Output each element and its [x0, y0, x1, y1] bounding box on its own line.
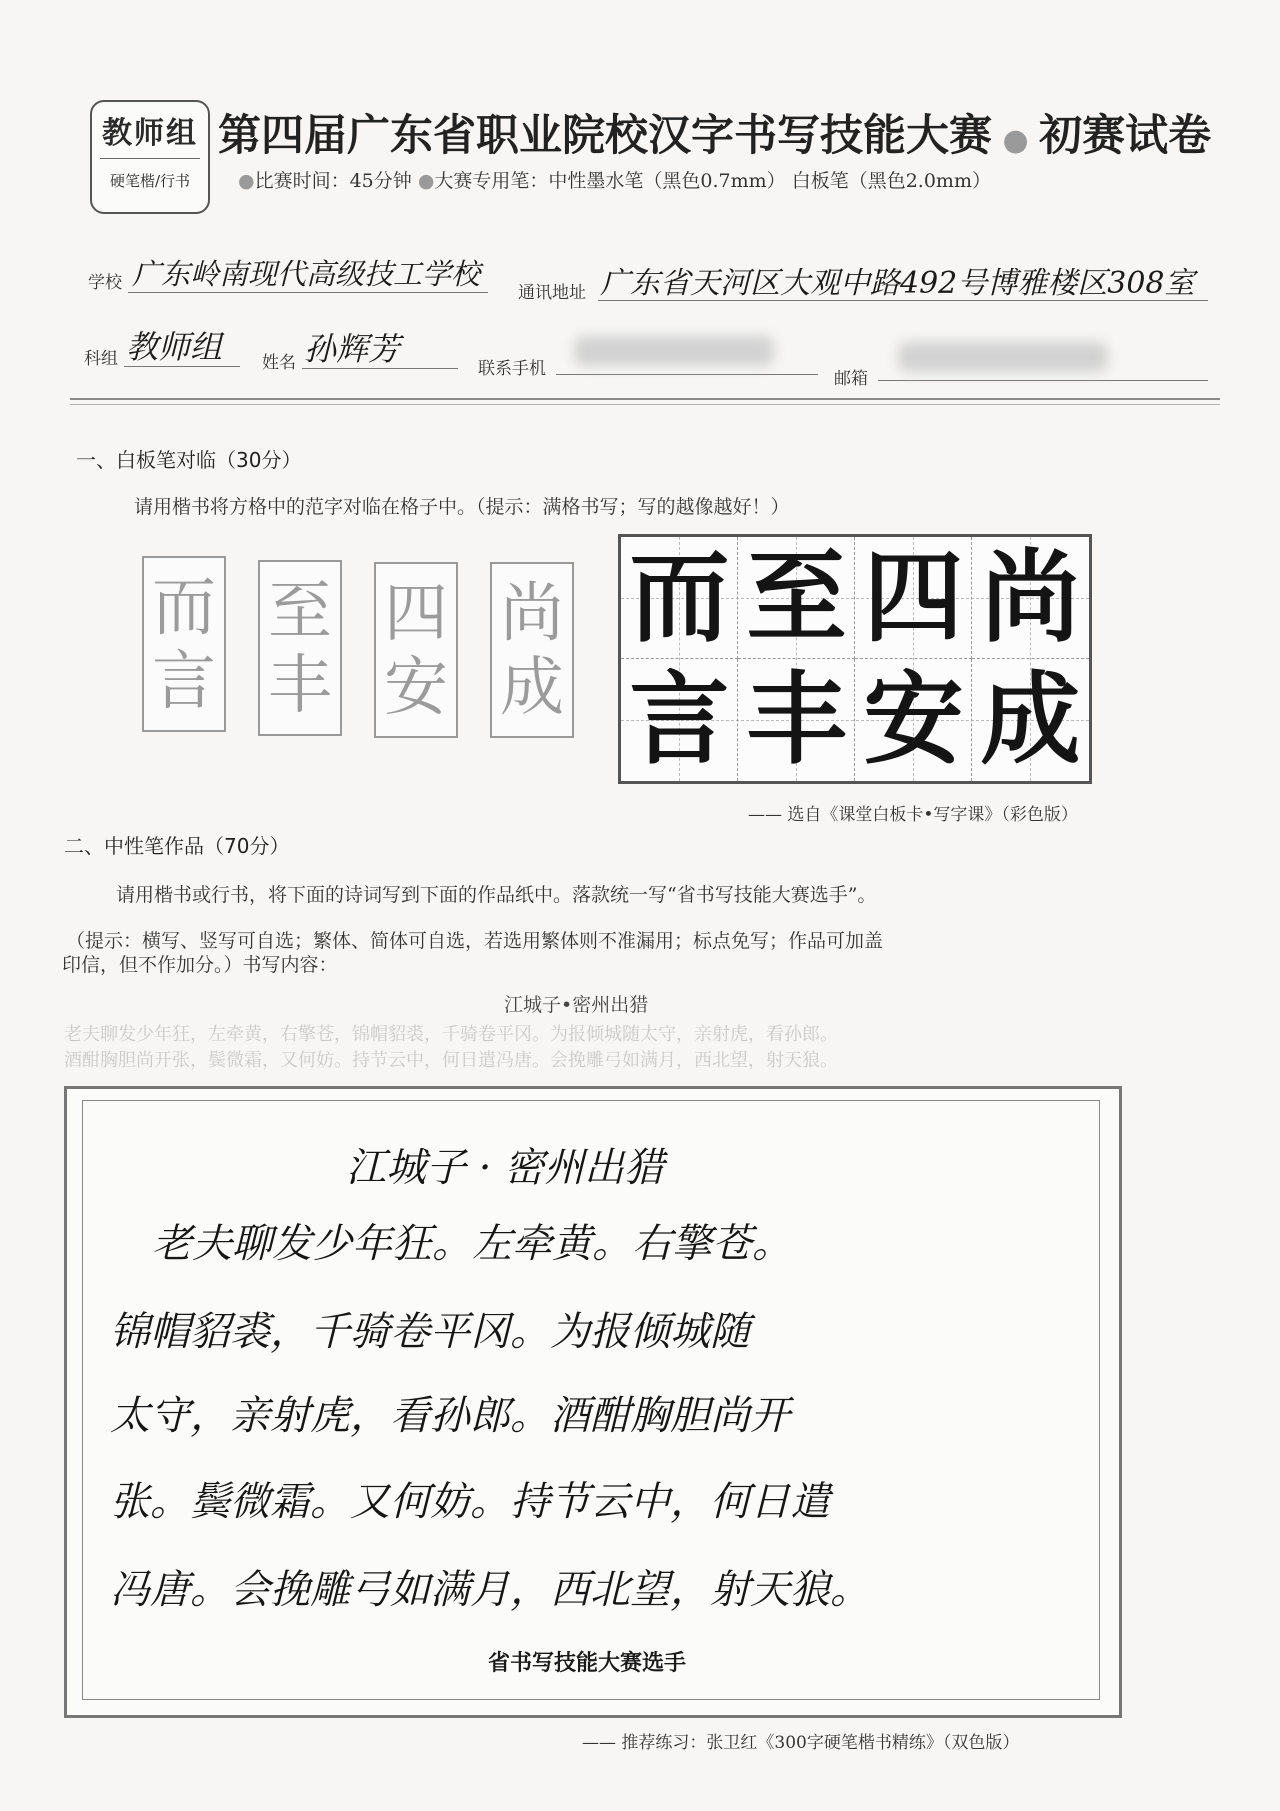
practice-box[interactable]: [142, 556, 226, 732]
practice-box[interactable]: [374, 562, 458, 738]
model-char: 言: [629, 661, 730, 778]
pen-info: 大赛专用笔：中性墨水笔（黑色0.7mm） 白板笔（黑色2.0mm）: [434, 170, 991, 192]
school-value: 广东岭南现代高级技工学校: [132, 257, 481, 291]
practice-box[interactable]: [490, 562, 574, 738]
poem-reference-2: 酒酣胸胆尚开张，鬓微霜，又何妨。持节云中，何日遣冯唐。会挽雕弓如满月，西北望，射天狼。: [64, 1050, 838, 1071]
email-redacted: [898, 342, 1108, 372]
group-badge-title: 教师组: [102, 116, 198, 151]
model-grid: [618, 534, 1092, 784]
phone-label: 联系手机: [478, 359, 546, 379]
section2-instruction-3: 印信，但不作加分。）书写内容：: [62, 954, 338, 976]
poem-reference-1: 老夫聊发少年狂，左牵黄，右擎苍，锦帽貂裘，千骑卷平冈。为报倾城随太守，亲射虎，看孙郎。: [64, 1024, 838, 1045]
model-char: 而: [629, 539, 730, 656]
work-line: 老夫聊发少年狂。左牵黄。右擎苍。: [152, 1221, 792, 1267]
practice-box[interactable]: [258, 560, 342, 736]
address-field[interactable]: [598, 256, 1208, 301]
work-title: 江城子 · 密州出猎: [346, 1145, 665, 1191]
email-label: 邮箱: [834, 369, 868, 389]
address-label: 通讯地址: [518, 283, 586, 303]
group-value: 教师组: [126, 328, 223, 366]
school-label: 学校: [88, 273, 122, 293]
section2-instruction-1: 请用楷书或行书，将下面的诗词写到下面的作品纸中。落款统一写“省书写技能大赛选手”。: [116, 884, 877, 906]
phone-field[interactable]: [556, 330, 818, 375]
practice-char: 丰: [268, 649, 332, 723]
page-title: [218, 102, 1211, 163]
email-field[interactable]: [878, 336, 1208, 381]
section2-instruction-2: （提示：横写、竖写可自选；繁体、简体可自选，若选用繁体则不准漏用；标点免写；作品可加盖: [66, 930, 884, 952]
practice-char: 四: [384, 577, 448, 651]
group-label: 科组: [84, 349, 118, 369]
name-field[interactable]: [302, 324, 458, 369]
practice-char: 言: [152, 645, 216, 719]
group-badge: [90, 100, 210, 214]
practice-char: 尚: [500, 577, 564, 651]
practice-char: 成: [500, 651, 564, 725]
section2-credit: —— 推荐练习：张卫红《300字硬笔楷书精练》（双色版）: [582, 1733, 1020, 1753]
time-info: 比赛时间：45分钟: [254, 170, 412, 192]
practice-char: 安: [384, 651, 448, 725]
divider: [70, 398, 1220, 400]
model-char: 尚: [980, 539, 1081, 656]
model-char: 安: [863, 661, 964, 778]
phone-redacted: [574, 336, 774, 366]
practice-char: 至: [268, 575, 332, 649]
work-line: 冯唐。会挽雕弓如满月，西北望，射天狼。: [110, 1567, 870, 1613]
model-char: 成: [980, 661, 1081, 778]
name-label: 姓名: [262, 353, 296, 373]
name-value: 孙辉芳: [304, 330, 401, 368]
title-end: 初赛试卷: [1039, 111, 1212, 161]
signature: 省书写技能大赛选手: [488, 1651, 687, 1676]
model-char: 至: [746, 539, 847, 656]
section1-instruction: 请用楷书将方格中的范字对临在格子中。（提示：满格书写；写的越像越好！）: [134, 496, 790, 518]
bullet-icon: ●: [992, 123, 1040, 158]
title-main: 第四届广东省职业院校汉字书写技能大赛: [218, 111, 992, 161]
address-value: 广东省天河区大观中路492号博雅楼区308室: [600, 266, 1195, 301]
exam-info: [238, 166, 991, 193]
group-badge-subtitle: 硬笔楷/行书: [109, 172, 191, 190]
bullet-icon: ●: [238, 170, 255, 192]
work-line: 太守，亲射虎，看孙郎。酒酣胸胆尚开: [110, 1393, 790, 1439]
bullet-icon: ●: [417, 170, 435, 192]
practice-char: 而: [152, 571, 216, 645]
divider: [70, 404, 1220, 405]
section1-credit: —— 选自《课堂白板卡•写字课》（彩色版）: [748, 805, 1078, 825]
work-line: 张。鬓微霜。又何妨。持节云中，何日遣: [110, 1479, 830, 1525]
group-field[interactable]: [124, 322, 240, 367]
model-char: 四: [863, 539, 964, 656]
model-char: 丰: [746, 661, 847, 778]
section2-heading: 二、中性笔作品（70分）: [64, 834, 290, 858]
school-field[interactable]: [128, 248, 488, 293]
poem-title: 江城子•密州出猎: [504, 994, 649, 1016]
section1-heading: 一、白板笔对临（30分）: [76, 448, 302, 472]
work-line: 锦帽貂裘，千骑卷平冈。为报倾城随: [110, 1309, 750, 1355]
group-badge-divider: [100, 158, 200, 159]
